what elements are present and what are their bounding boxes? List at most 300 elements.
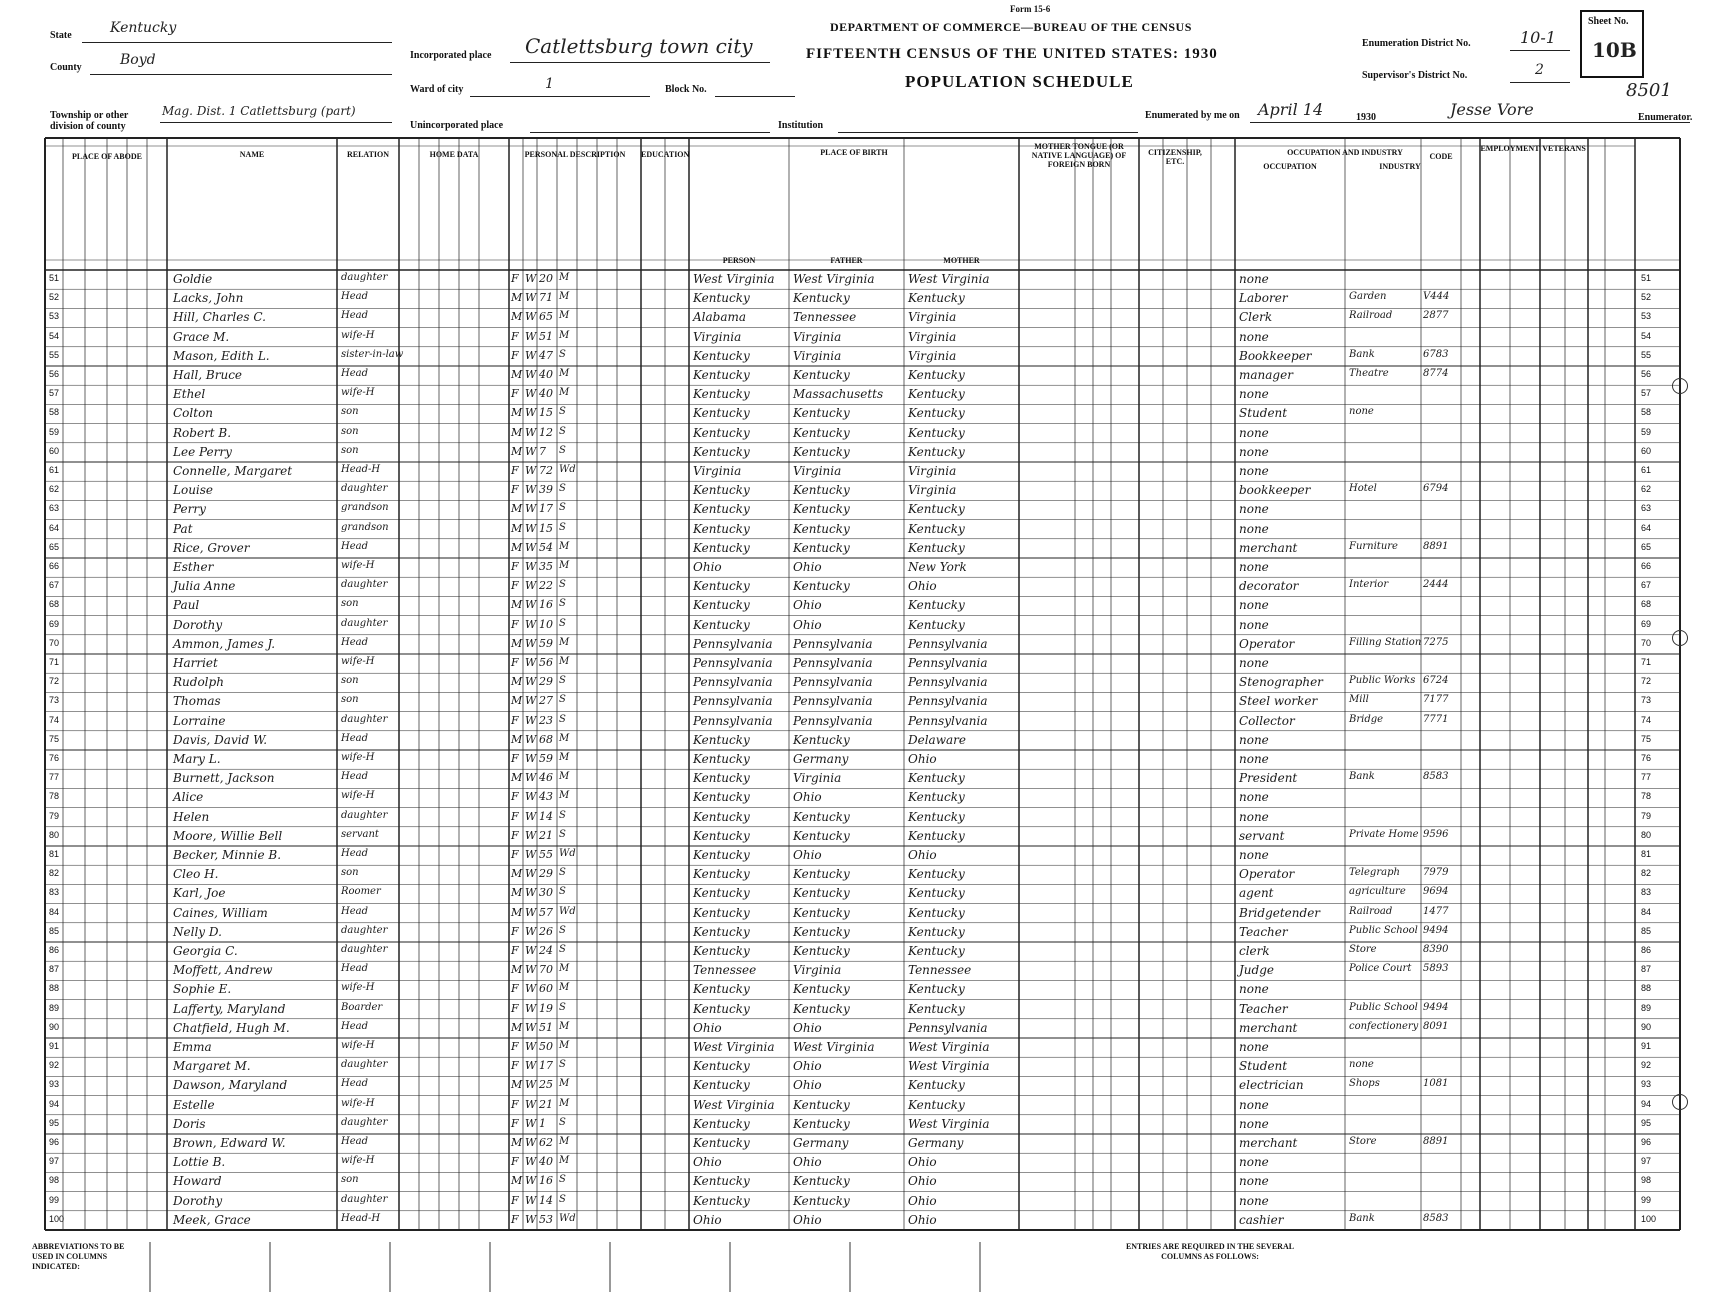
cell-name: Becker, Minnie B.: [173, 848, 282, 862]
cell-race: W: [525, 905, 537, 919]
cell-occ: Teacher: [1239, 924, 1288, 939]
cell-code: 8891: [1423, 1136, 1449, 1147]
cell-mar: M: [559, 1155, 570, 1167]
cell-birth: Kentucky: [693, 1001, 750, 1016]
cell-rel: Head-H: [341, 1212, 381, 1224]
cell-mar: M: [559, 1040, 570, 1051]
line-number: 64: [49, 522, 60, 533]
cell-race: W: [525, 502, 537, 516]
cell-sex: F: [511, 848, 519, 861]
cell-sex: F: [511, 348, 519, 362]
cell-mother: Pennsylvania: [908, 694, 988, 709]
cell-name: Meek, Grace: [173, 1212, 251, 1227]
cell-sex: M: [511, 1020, 523, 1034]
cell-name: Davis, David W.: [173, 732, 268, 747]
line-number: 79: [49, 810, 60, 821]
cell-race: W: [525, 694, 537, 708]
cell-birth: Kentucky: [693, 732, 750, 747]
cell-rel: daughter: [341, 1116, 388, 1128]
cell-mar: S: [559, 1001, 566, 1013]
cell-father: Virginia: [793, 771, 842, 786]
cell-rel: Head: [341, 636, 369, 648]
cell-code: V444: [1423, 291, 1450, 303]
cell-birth: Kentucky: [693, 790, 750, 805]
cell-sex: M: [511, 540, 523, 554]
cell-rel: Head: [341, 771, 369, 783]
cell-mother: Virginia: [908, 348, 957, 363]
cell-birth: Pennsylvania: [693, 675, 773, 690]
line-number: 71: [49, 657, 60, 667]
line-number: 97: [49, 1156, 60, 1167]
cell-birth: Kentucky: [693, 617, 750, 632]
cell-sex: F: [511, 1040, 519, 1053]
cell-sex: F: [511, 1097, 519, 1111]
cell-race: W: [525, 675, 537, 689]
cell-birth: Kentucky: [693, 1174, 750, 1189]
cell-birth: Kentucky: [693, 425, 750, 440]
cell-sex: M: [511, 310, 523, 324]
cell-age: 70: [539, 963, 553, 977]
ward-label: Ward of city: [410, 84, 464, 95]
cell-occ: none: [1239, 982, 1269, 997]
cell-race: W: [525, 1174, 537, 1188]
cell-birth: Kentucky: [693, 387, 750, 402]
section-citizenship: CITIZENSHIP, ETC.: [1148, 148, 1202, 166]
cell-rel: Head: [341, 905, 369, 917]
cell-race: W: [525, 1097, 537, 1111]
cell-race: W: [525, 540, 537, 554]
cell-sex: F: [511, 329, 519, 343]
cell-mother: Tennessee: [908, 963, 972, 978]
cell-age: 60: [539, 982, 553, 996]
cell-occ: merchant: [1239, 1136, 1298, 1150]
cell-rel: daughter: [341, 617, 388, 629]
cell-rel: grandson: [341, 502, 389, 514]
cell-age: 15: [539, 406, 553, 420]
cell-age: 39: [539, 483, 553, 497]
cell-ind: Telegraph: [1349, 867, 1400, 879]
cell-code: 1081: [1423, 1078, 1449, 1090]
cell-ind: Store: [1349, 1136, 1377, 1147]
cell-mother: Kentucky: [908, 444, 965, 459]
line-number: 55: [1641, 349, 1652, 360]
cell-age: 30: [539, 886, 553, 900]
cell-ind: Hotel: [1349, 483, 1377, 495]
line-number: 57: [49, 388, 60, 399]
cell-mar: S: [559, 617, 566, 629]
line-number: 97: [1641, 1156, 1652, 1167]
cell-rel: Head: [341, 1136, 369, 1147]
cell-occ: none: [1239, 732, 1269, 747]
cell-age: 51: [539, 329, 553, 343]
cell-mar: S: [559, 924, 566, 936]
cell-birth: Kentucky: [693, 521, 750, 536]
line-number: 100: [49, 1213, 65, 1224]
cell-occ: Clerk: [1239, 310, 1273, 325]
line-number: 62: [1641, 484, 1652, 495]
cell-father: Ohio: [793, 790, 822, 805]
cell-rel: wife-H: [341, 1040, 375, 1051]
cell-birth: Kentucky: [693, 291, 750, 306]
cell-ind: Bank: [1349, 771, 1375, 783]
cell-birth: Ohio: [693, 1155, 722, 1170]
cell-mar: S: [559, 1059, 566, 1071]
cell-name: Grace M.: [173, 329, 230, 344]
ward-value: 1: [545, 76, 554, 92]
cell-code: 8774: [1423, 368, 1449, 379]
line-number: 91: [49, 1041, 60, 1051]
cell-father: Pennsylvania: [793, 636, 873, 651]
cell-age: 65: [539, 310, 553, 324]
cell-sex: F: [511, 1212, 519, 1226]
cell-race: W: [525, 828, 537, 842]
cell-occ: Collector: [1239, 713, 1295, 728]
cell-birth: Kentucky: [693, 944, 750, 958]
cell-birth: Kentucky: [693, 598, 750, 613]
cell-mar: S: [559, 713, 566, 725]
cell-mother: West Virginia: [908, 1116, 990, 1131]
cell-mar: S: [559, 944, 566, 955]
cell-mar: M: [559, 310, 570, 322]
cell-age: 56: [539, 656, 553, 669]
line-number: 51: [1641, 273, 1652, 283]
cell-race: W: [525, 636, 537, 650]
cell-race: W: [525, 886, 537, 900]
cell-name: Moffett, Andrew: [173, 963, 273, 978]
cell-mar: S: [559, 1116, 566, 1128]
cell-rel: Head-H: [341, 464, 381, 475]
section-home-data: HOME DATA: [429, 150, 479, 159]
cell-age: 62: [539, 1136, 553, 1149]
cell-father: Ohio: [793, 1059, 822, 1074]
cell-occ: Student: [1239, 1059, 1288, 1074]
birth-mother-header: MOTHER: [943, 256, 980, 265]
line-number: 69: [1641, 618, 1652, 629]
cell-rel: Head: [341, 732, 369, 744]
line-number: 91: [1641, 1041, 1652, 1051]
cell-age: 17: [539, 1059, 553, 1073]
cell-birth: Virginia: [693, 464, 742, 478]
cell-birth: Kentucky: [693, 1193, 750, 1208]
cell-father: West Virginia: [793, 272, 875, 286]
industry-header: INDUSTRY: [1379, 162, 1421, 171]
cell-mar: S: [559, 444, 566, 456]
cell-father: Kentucky: [793, 425, 850, 440]
cell-code: 8891: [1423, 540, 1449, 552]
cell-occ: electrician: [1239, 1078, 1304, 1093]
cell-father: Ohio: [793, 560, 822, 574]
cell-ind: Public School: [1349, 1001, 1418, 1013]
line-number: 84: [1641, 906, 1652, 917]
line-number: 84: [49, 906, 60, 917]
cell-name: Cleo H.: [173, 867, 219, 882]
cell-father: Germany: [793, 1136, 849, 1150]
cell-sex: M: [511, 886, 523, 900]
cell-code: 7771: [1423, 713, 1449, 725]
incorporated-label: Incorporated place: [410, 50, 492, 61]
cell-sex: F: [511, 713, 519, 727]
cell-father: Ohio: [793, 598, 822, 613]
line-number: 52: [1641, 292, 1652, 303]
cell-race: W: [525, 1193, 537, 1207]
cell-name: Dorothy: [173, 617, 223, 632]
cell-occ: decorator: [1239, 579, 1299, 594]
enumerated-label: Enumerated by me on: [1145, 110, 1240, 121]
cell-age: 55: [539, 848, 553, 861]
cell-mar: M: [559, 540, 570, 552]
cell-mother: Pennsylvania: [908, 675, 988, 690]
incorporated-value: Catlettsburg town city: [525, 34, 753, 58]
cell-mother: Virginia: [908, 483, 957, 498]
cell-occ: none: [1239, 790, 1269, 805]
cell-father: Kentucky: [793, 444, 850, 459]
cell-rel: daughter: [341, 272, 388, 283]
cell-birth: West Virginia: [693, 1097, 775, 1112]
cell-sex: F: [511, 1155, 519, 1169]
cell-mother: Ohio: [908, 848, 937, 862]
cell-ind: Public School: [1349, 924, 1418, 936]
cell-mar: S: [559, 828, 566, 840]
cell-name: Alice: [173, 790, 204, 805]
line-number: 78: [49, 791, 60, 802]
cell-mother: Kentucky: [908, 809, 965, 824]
cell-father: Kentucky: [793, 368, 850, 382]
line-number: 90: [1641, 1021, 1652, 1032]
cell-occ: merchant: [1239, 540, 1298, 555]
cell-mother: Pennsylvania: [908, 1020, 988, 1035]
line-number: 68: [49, 599, 60, 610]
line-number: 69: [49, 618, 60, 629]
cell-age: 19: [539, 1001, 553, 1015]
cell-occ: Teacher: [1239, 1001, 1288, 1016]
cell-rel: wife-H: [341, 329, 375, 341]
cell-rel: son: [341, 444, 359, 456]
section-veterans: VETERANS: [1542, 144, 1586, 153]
cell-rel: sister-in-law: [341, 348, 404, 360]
line-number: 94: [49, 1098, 60, 1109]
cell-rel: son: [341, 1174, 359, 1186]
cell-name: Hill, Charles C.: [173, 310, 266, 325]
cell-sex: M: [511, 732, 523, 746]
cell-mother: Kentucky: [908, 387, 965, 402]
cell-occ: none: [1239, 1155, 1269, 1170]
cell-mar: M: [559, 329, 570, 341]
cell-age: 51: [539, 1020, 553, 1034]
cell-name: Julia Anne: [173, 579, 236, 594]
line-number: 98: [49, 1175, 60, 1186]
line-number: 56: [49, 369, 60, 379]
cell-sex: F: [511, 924, 519, 938]
cell-mother: Pennsylvania: [908, 636, 988, 651]
cell-occ: Stenographer: [1239, 675, 1323, 690]
line-number: 58: [49, 407, 60, 418]
cell-father: Kentucky: [793, 291, 850, 306]
section-employment: EMPLOYMENT: [1480, 144, 1540, 153]
cell-mar: M: [559, 560, 570, 571]
cell-mother: Kentucky: [908, 905, 965, 920]
line-number: 74: [1641, 714, 1652, 725]
cell-mother: Ohio: [908, 1174, 937, 1189]
cell-occ: none: [1239, 1040, 1269, 1054]
cell-age: 16: [539, 1174, 553, 1188]
line-number: 88: [1641, 983, 1652, 994]
cell-mother: New York: [908, 560, 967, 574]
cell-ind: none: [1349, 1059, 1374, 1071]
cell-occ: none: [1239, 329, 1269, 344]
section-personal: PERSONAL DESCRIPTION: [524, 150, 626, 159]
cell-father: Kentucky: [793, 924, 850, 939]
cell-ind: Furniture: [1349, 540, 1398, 552]
line-number: 57: [1641, 388, 1652, 399]
line-number: 54: [49, 330, 60, 341]
cell-mar: S: [559, 867, 566, 879]
cell-father: Pennsylvania: [793, 694, 873, 709]
line-number: 94: [1641, 1098, 1652, 1109]
cell-father: Ohio: [793, 1212, 822, 1227]
cell-age: 23: [539, 713, 553, 727]
cell-mother: Ohio: [908, 752, 937, 766]
cell-mother: Kentucky: [908, 982, 965, 997]
cell-age: 35: [539, 560, 553, 573]
cell-birth: Kentucky: [693, 1116, 750, 1131]
cell-mother: Kentucky: [908, 1001, 965, 1016]
cell-father: Kentucky: [793, 828, 850, 843]
cell-age: 71: [539, 291, 553, 305]
footer-boxes: [150, 1240, 1110, 1296]
line-number: 56: [1641, 369, 1652, 379]
cell-mar: M: [559, 982, 570, 994]
cell-birth: Kentucky: [693, 579, 750, 594]
line-number: 75: [49, 733, 60, 744]
cell-rel: Boarder: [341, 1001, 383, 1013]
cell-name: Ethel: [173, 387, 206, 402]
cell-code: 8091: [1423, 1020, 1449, 1032]
cell-sex: M: [511, 598, 523, 612]
cell-sex: M: [511, 1136, 523, 1149]
cell-sex: M: [511, 1078, 523, 1092]
unincorporated-label: Unincorporated place: [410, 120, 504, 131]
cell-race: W: [525, 1212, 537, 1226]
cell-sex: F: [511, 1116, 519, 1130]
cell-rel: Head: [341, 291, 369, 303]
census-title: FIFTEENTH CENSUS OF THE UNITED STATES: 1930: [806, 46, 1218, 62]
cell-mar: S: [559, 502, 566, 514]
cell-sex: M: [511, 694, 523, 708]
cell-race: W: [525, 752, 537, 765]
line-number: 62: [49, 484, 60, 495]
line-number: 92: [49, 1060, 60, 1071]
cell-name: Lee Perry: [173, 444, 232, 459]
cell-name: Mary L.: [173, 752, 221, 766]
cell-race: W: [525, 310, 537, 324]
cell-mar: M: [559, 771, 570, 783]
cell-race: W: [525, 329, 537, 343]
enum-district-label: Enumeration District No.: [1362, 38, 1471, 49]
cell-father: West Virginia: [793, 1040, 875, 1054]
cell-race: W: [525, 1155, 537, 1169]
enum-district-value: 10-1: [1520, 28, 1556, 47]
line-number: 96: [1641, 1137, 1652, 1147]
cell-birth: Kentucky: [693, 982, 750, 997]
cell-rel: servant: [341, 828, 379, 840]
cell-rel: daughter: [341, 1059, 388, 1071]
cell-name: Howard: [173, 1174, 222, 1189]
township-value: Mag. Dist. 1 Catlettsburg (part): [162, 104, 356, 118]
cell-occ: cashier: [1239, 1212, 1284, 1227]
cell-father: Kentucky: [793, 1116, 850, 1131]
cell-occ: none: [1239, 1097, 1269, 1112]
cell-occ: none: [1239, 502, 1269, 517]
line-number: 53: [49, 311, 60, 322]
line-number: 51: [49, 273, 60, 283]
cell-mother: West Virginia: [908, 1040, 990, 1054]
cell-mother: West Virginia: [908, 272, 990, 286]
cell-occ: none: [1239, 1193, 1269, 1208]
footer: [30, 1240, 1690, 1300]
cell-name: Margaret M.: [173, 1059, 251, 1074]
cell-mother: Virginia: [908, 464, 957, 478]
cell-mother: Kentucky: [908, 828, 965, 843]
cell-father: Kentucky: [793, 502, 850, 517]
cell-birth: Tennessee: [693, 963, 757, 978]
cell-father: Ohio: [793, 1078, 822, 1093]
cell-race: W: [525, 598, 537, 612]
cell-rel: Head: [341, 1078, 369, 1090]
cell-father: Tennessee: [793, 310, 857, 325]
cell-father: Kentucky: [793, 886, 850, 901]
line-number: 95: [49, 1117, 60, 1128]
cell-sex: F: [511, 560, 519, 573]
cell-ind: Shops: [1349, 1078, 1380, 1090]
cell-name: Doris: [173, 1116, 206, 1131]
cell-age: 21: [539, 1097, 553, 1111]
cell-father: Kentucky: [793, 521, 850, 536]
cell-mar: S: [559, 694, 566, 706]
cell-race: W: [525, 1059, 537, 1073]
cell-sex: M: [511, 771, 523, 785]
line-number: 68: [1641, 599, 1652, 610]
cell-mar: M: [559, 1097, 570, 1109]
cell-race: W: [525, 656, 537, 669]
cell-birth: Kentucky: [693, 809, 750, 824]
cell-race: W: [525, 368, 537, 381]
line-number: 66: [1641, 561, 1652, 571]
cell-mar: M: [559, 1020, 570, 1032]
cell-age: 46: [539, 771, 553, 785]
cell-mother: Kentucky: [908, 867, 965, 882]
cell-age: 59: [539, 752, 553, 765]
code-header: CODE: [1429, 152, 1453, 161]
cell-rel: son: [341, 675, 359, 687]
cell-race: W: [525, 944, 537, 957]
cell-age: 14: [539, 1193, 553, 1207]
cell-code: 9494: [1423, 924, 1449, 936]
cell-birth: Pennsylvania: [693, 656, 773, 670]
cell-ind: Railroad: [1349, 905, 1393, 917]
line-number: 76: [49, 753, 60, 763]
cell-occ: none: [1239, 272, 1269, 286]
cell-ind: Police Court: [1349, 963, 1412, 975]
cell-name: Georgia C.: [173, 944, 238, 958]
cell-name: Lacks, John: [173, 291, 244, 306]
cell-sex: F: [511, 387, 519, 401]
binding-hole: [1672, 630, 1688, 646]
line-number: 90: [49, 1021, 60, 1032]
cell-name: Perry: [173, 502, 206, 517]
cell-rel: wife-H: [341, 982, 375, 994]
line-number: 79: [1641, 810, 1652, 821]
cell-code: 2877: [1423, 310, 1449, 322]
